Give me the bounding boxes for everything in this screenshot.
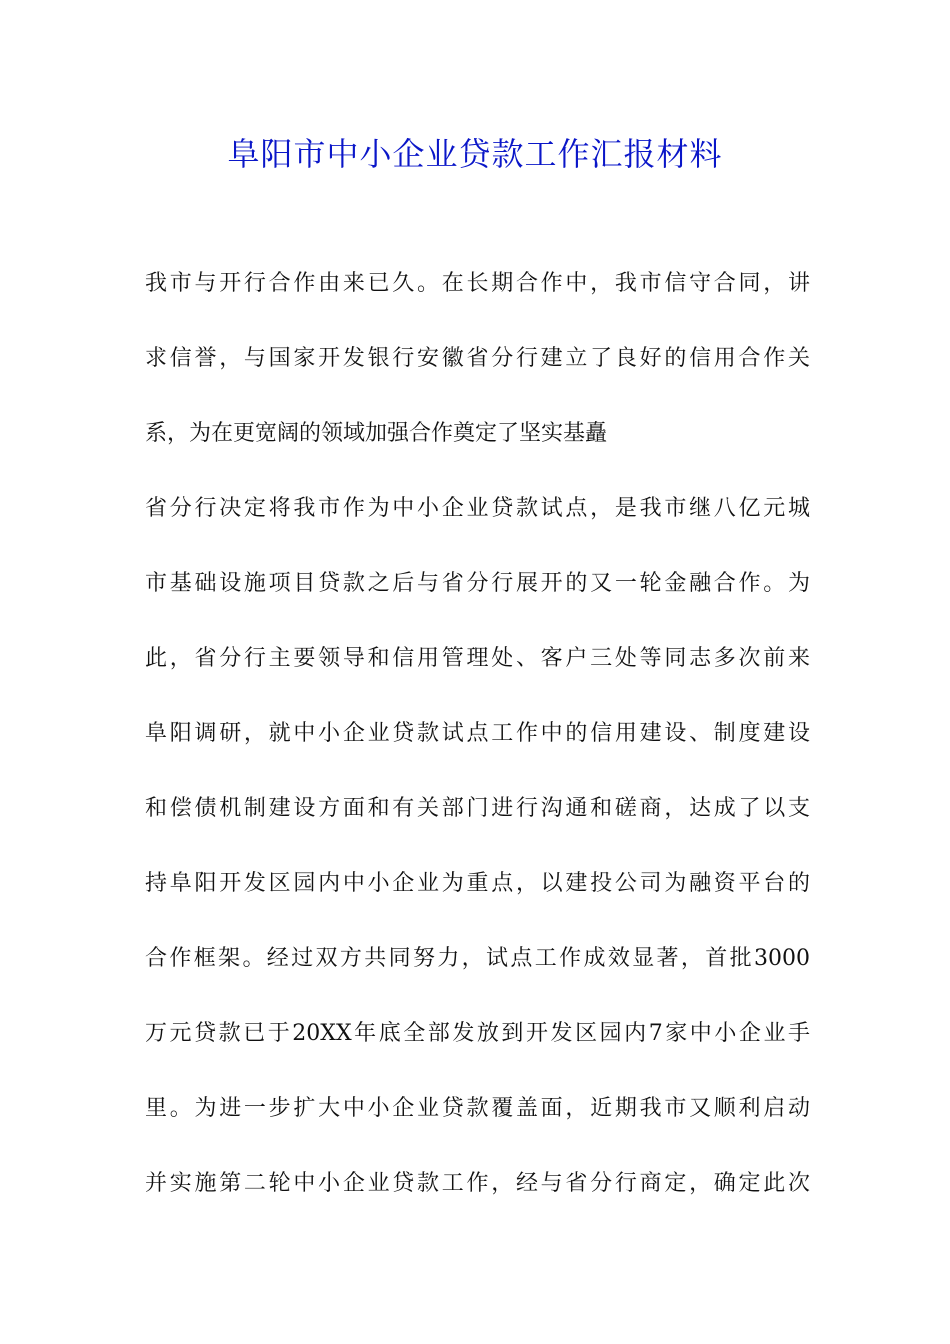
- paragraph-line: 里。为进一步扩大中小企业贷款覆盖面，近期我市又顺利启动: [145, 1096, 810, 1121]
- paragraph-line: 万元贷款已于20XX年底全部发放到开发区园内7家中小企业手: [145, 1021, 810, 1046]
- paragraph-line: 并实施第二轮中小企业贷款工作，经与省分行商定，确定此次: [145, 1171, 810, 1196]
- paragraph-line: 此，省分行主要领导和信用管理处、客户三处等同志多次前来: [145, 646, 810, 671]
- paragraph-line: 系，为在更宽阔的领域加强合作奠定了坚实基矗: [145, 421, 608, 446]
- paragraph-line: 省分行决定将我市作为中小企业贷款试点，是我市继八亿元城: [145, 496, 810, 521]
- paragraph-line: 阜阳调研，就中小企业贷款试点工作中的信用建设、制度建设: [145, 721, 810, 746]
- paragraph-line: 和偿债机制建设方面和有关部门进行沟通和磋商，达成了以支: [145, 796, 810, 821]
- paragraph-line: 求信誉，与国家开发银行安徽省分行建立了良好的信用合作关: [145, 346, 810, 371]
- paragraph-line: 合作框架。经过双方共同努力，试点工作成效显著，首批3000: [145, 946, 810, 971]
- paragraph-line: 市基础设施项目贷款之后与省分行展开的又一轮金融合作。为: [145, 571, 810, 596]
- paragraph-line: 我市与开行合作由来已久。在长期合作中，我市信守合同，讲: [145, 271, 810, 296]
- document-title: 阜阳市中小企业贷款工作汇报材料: [227, 135, 723, 173]
- paragraph-line: 持阜阳开发区园内中小企业为重点，以建投公司为融资平台的: [145, 871, 810, 896]
